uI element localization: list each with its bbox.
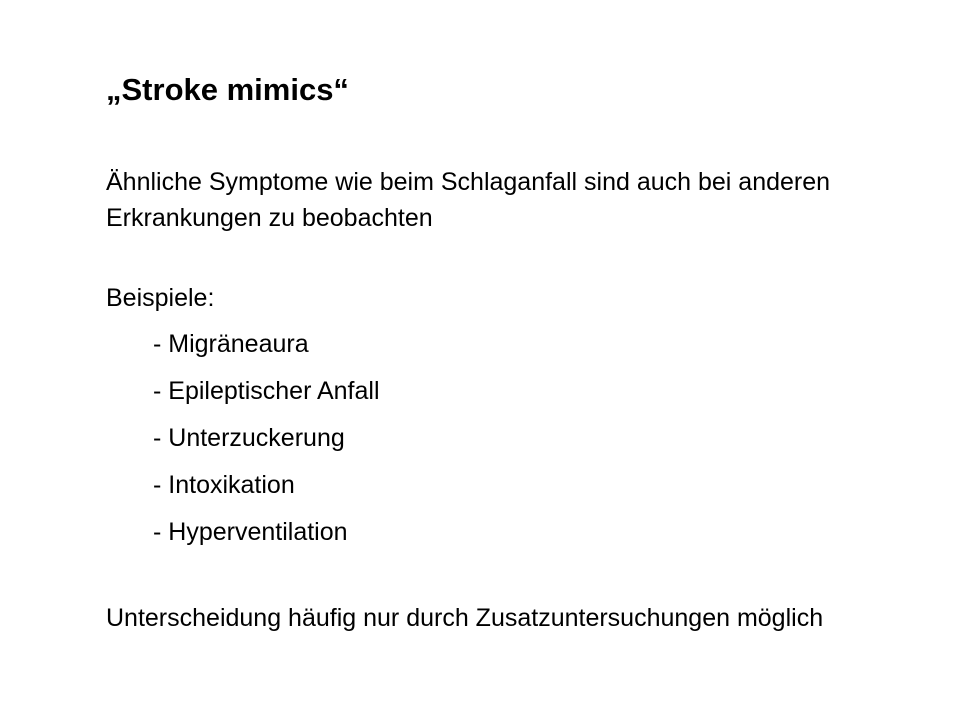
example-item: - Hyperventilation [153,518,348,546]
example-item: - Intoxikation [153,471,295,499]
examples-list [153,326,380,561]
example-item: - Unterzuckerung [153,424,345,452]
examples-label: Beispiele: [106,284,215,312]
intro-text: Ähnliche Symptome wie beim Schlaganfall sind auch bei anderen Erkrankungen zu beobachten [106,168,831,232]
conclusion-text: Unterscheidung häufig nur durch Zusatzuntersuchungen möglich [106,604,824,632]
slide-title: „Stroke mimics“ [106,72,349,107]
example-item: - Epileptischer Anfall [153,377,380,405]
example-item: - Migräneaura [153,330,309,358]
